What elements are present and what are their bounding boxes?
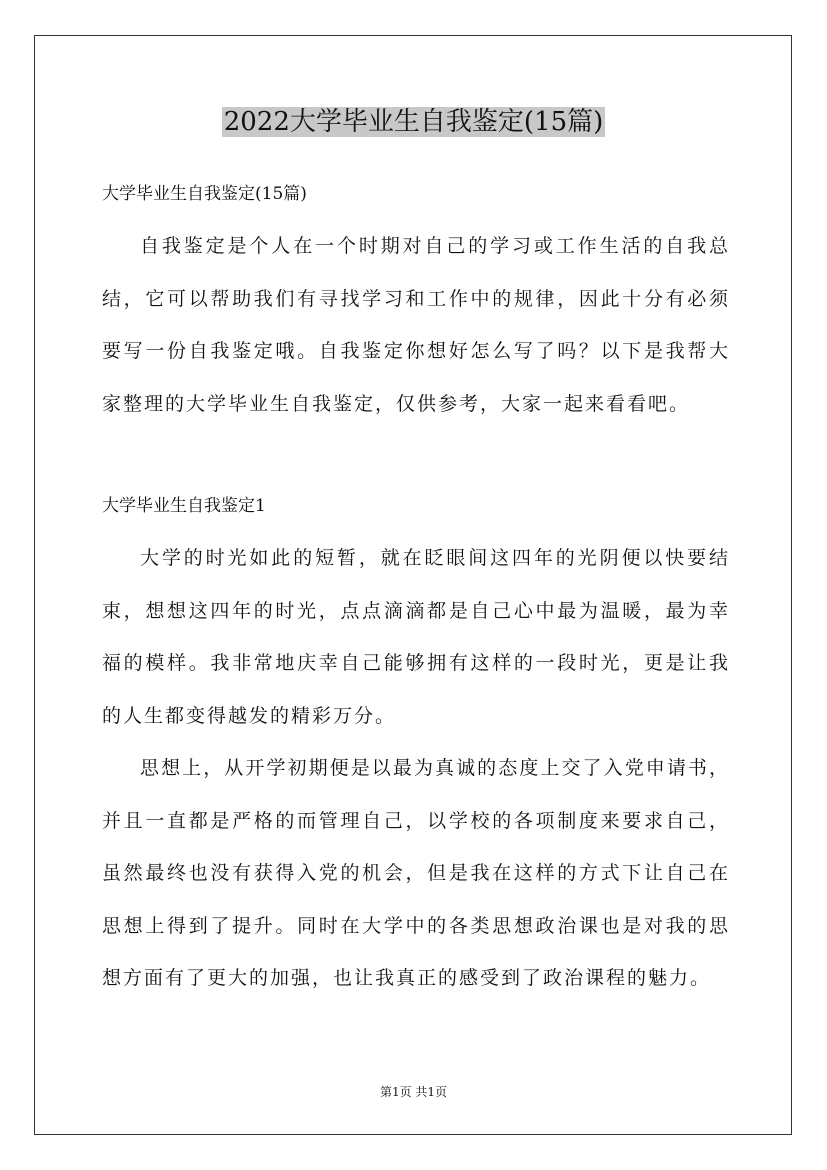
section-paragraph: 思想上，从开学初期便是以最为真诚的态度上交了入党申请书，并且一直都是严格的而管理自己，以学校的各项制度来要求自己，虽然最终也没有获得入党的机会，但是我在这样的方式下让自己在思想上得到了提升。同时在大学中的各类思想政治课也是对我的思想方面有了更大的加强，也让我真正的感受到了政治课程的魅力。 <box>102 757 730 989</box>
document-title-text: 2022大学毕业生自我鉴定(15篇) <box>223 107 604 137</box>
document-title <box>0 102 827 142</box>
paragraph-spacer <box>102 430 730 480</box>
section-paragraph: 大学的时光如此的短暂，就在眨眼间这四年的光阴便以快要结束，想想这四年的时光，点点滴滴都是自己心中最为温暖，最为幸福的模样。我非常地庆幸自己能够拥有这样的一段时光，更是让我的人生都变得越发的精彩万分。 <box>102 547 730 727</box>
section-heading: 大学毕业生自我鉴定1 <box>102 496 266 516</box>
page-footer: 第1页 共1页 <box>379 1085 448 1099</box>
document-subtitle: 大学毕业生自我鉴定(15篇) <box>102 184 307 204</box>
intro-paragraph: 自我鉴定是个人在一个时期对自己的学习或工作生活的自我总结，它可以帮助我们有寻找学习和工作中的规律，因此十分有必须要写一份自我鉴定哦。自我鉴定你想好怎么写了吗？以下是我帮大家整理的大学毕业生自我鉴定，仅供参考，大家一起来看看吧。 <box>102 235 730 415</box>
document-body <box>102 168 730 1005</box>
